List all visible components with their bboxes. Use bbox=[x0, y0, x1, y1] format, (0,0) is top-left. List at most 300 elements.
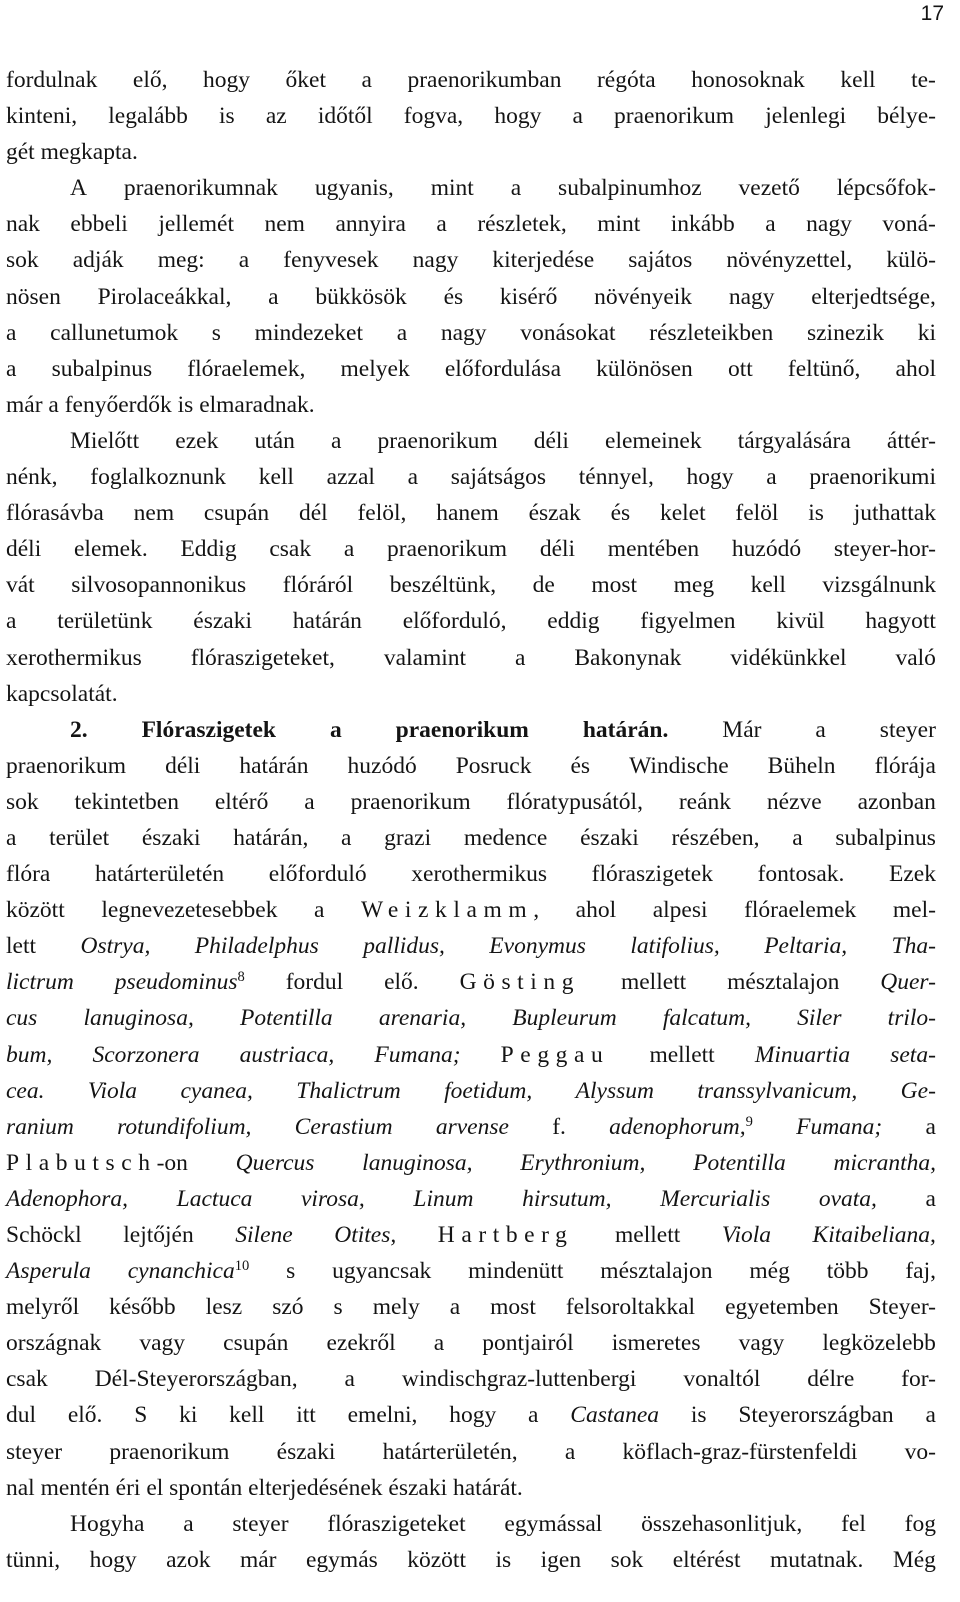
text-run: mésztalajon bbox=[727, 969, 840, 996]
word bbox=[500, 279, 557, 315]
text-run: vonásokat bbox=[520, 319, 616, 346]
text-run: flóráról bbox=[282, 572, 354, 599]
word bbox=[597, 62, 656, 98]
text-run: bum, bbox=[6, 1041, 53, 1068]
text-line bbox=[6, 1470, 936, 1506]
text-run: hogy bbox=[89, 1546, 137, 1573]
text-line bbox=[6, 459, 936, 495]
word bbox=[835, 820, 936, 856]
text-run: vo- bbox=[904, 1438, 936, 1465]
word bbox=[236, 1145, 315, 1181]
text-line bbox=[6, 423, 936, 459]
word bbox=[732, 531, 801, 567]
text-run: Otites, bbox=[334, 1222, 397, 1248]
text-line bbox=[6, 1145, 936, 1181]
text-run: praenorikum bbox=[395, 716, 529, 743]
text-run: mint bbox=[430, 175, 474, 202]
text-line bbox=[6, 784, 936, 820]
word bbox=[880, 712, 936, 748]
word bbox=[48, 387, 58, 423]
text-line bbox=[6, 1361, 936, 1397]
text-run: sok bbox=[6, 247, 39, 274]
text-run: honosoknak bbox=[691, 67, 805, 93]
word bbox=[73, 242, 124, 278]
text-line bbox=[6, 351, 936, 387]
word bbox=[854, 495, 936, 531]
word bbox=[272, 1289, 303, 1325]
text-run: a bbox=[396, 319, 408, 346]
word bbox=[341, 351, 410, 387]
word bbox=[660, 1181, 770, 1217]
text-run: Siler bbox=[797, 1005, 842, 1032]
text-run: Plabutsch bbox=[6, 1149, 157, 1176]
word bbox=[134, 495, 174, 531]
text-run: áttér- bbox=[886, 427, 936, 454]
word bbox=[268, 279, 278, 315]
word bbox=[229, 1397, 264, 1433]
word bbox=[70, 423, 139, 459]
text-run: trilo- bbox=[887, 1005, 936, 1032]
word bbox=[49, 820, 109, 856]
word bbox=[436, 495, 499, 531]
word bbox=[286, 1253, 295, 1289]
text-run: medence bbox=[463, 824, 548, 851]
text-run: előfordulása bbox=[444, 355, 562, 382]
word bbox=[6, 892, 65, 928]
word bbox=[6, 206, 40, 242]
text-run: elterjedésének bbox=[248, 1474, 383, 1501]
text-run: és bbox=[443, 283, 464, 310]
text-run: Asperula bbox=[6, 1258, 91, 1285]
text-run: csak bbox=[269, 536, 312, 563]
text-run: a bbox=[304, 788, 315, 815]
word bbox=[183, 1506, 193, 1542]
word bbox=[142, 712, 276, 748]
word bbox=[70, 170, 87, 206]
word bbox=[534, 423, 569, 459]
text-run: a bbox=[765, 211, 776, 238]
text-line bbox=[6, 98, 936, 134]
word bbox=[6, 1397, 36, 1433]
text-run: a bbox=[238, 247, 250, 274]
word bbox=[6, 784, 39, 820]
text-run: arenaria, bbox=[378, 1005, 467, 1032]
word bbox=[547, 603, 599, 639]
word bbox=[576, 892, 616, 928]
text-run: a bbox=[329, 716, 342, 743]
word bbox=[235, 1217, 292, 1253]
text-run: csupán bbox=[223, 1330, 289, 1357]
word bbox=[83, 1000, 193, 1036]
word bbox=[71, 567, 246, 603]
word bbox=[344, 531, 354, 567]
text-run: is bbox=[177, 391, 194, 418]
word bbox=[6, 351, 16, 387]
word bbox=[180, 531, 236, 567]
word bbox=[383, 1434, 518, 1470]
word bbox=[600, 1253, 712, 1289]
text-run: Minuartia bbox=[754, 1041, 851, 1068]
word bbox=[807, 1361, 854, 1397]
text-run: Gösting bbox=[459, 969, 581, 996]
word bbox=[691, 62, 805, 98]
word bbox=[926, 1181, 936, 1217]
text-run: Viola bbox=[721, 1222, 771, 1248]
word bbox=[41, 134, 138, 170]
page-number: 17 bbox=[920, 2, 944, 25]
word bbox=[576, 1073, 654, 1109]
text-run: mindezeket bbox=[254, 319, 363, 346]
word bbox=[215, 784, 269, 820]
word bbox=[880, 964, 936, 1000]
word bbox=[6, 495, 104, 531]
word bbox=[597, 206, 640, 242]
text-run: később bbox=[109, 1294, 176, 1321]
text-run: praenorikum bbox=[109, 1438, 230, 1465]
word bbox=[397, 315, 407, 351]
word bbox=[450, 1289, 460, 1325]
word bbox=[592, 856, 713, 892]
text-run: xerothermikus bbox=[411, 861, 548, 888]
text-run: emelni, bbox=[347, 1402, 418, 1429]
text-run: felsoroltakkal bbox=[565, 1294, 696, 1321]
text-run: a bbox=[436, 211, 447, 238]
word bbox=[520, 1145, 645, 1181]
word bbox=[770, 1542, 863, 1578]
text-run: s bbox=[211, 319, 221, 346]
text-run: Erythronium, bbox=[520, 1149, 646, 1176]
word bbox=[6, 279, 61, 315]
word bbox=[115, 964, 245, 1000]
word bbox=[758, 856, 845, 892]
word bbox=[6, 134, 35, 170]
text-run: Posruck bbox=[455, 752, 532, 779]
word bbox=[886, 242, 936, 278]
word bbox=[691, 1397, 707, 1433]
text-run: azonban bbox=[857, 788, 936, 815]
text-run: bükkösök bbox=[315, 283, 407, 310]
word bbox=[133, 62, 168, 98]
word bbox=[911, 62, 936, 98]
text-run: mentében bbox=[607, 536, 700, 563]
text-run: határterületén bbox=[94, 861, 225, 888]
word bbox=[892, 928, 936, 964]
text-run: foetidum, bbox=[444, 1077, 533, 1104]
word bbox=[166, 1542, 210, 1578]
text-line bbox=[6, 820, 936, 856]
word bbox=[177, 1181, 253, 1217]
word bbox=[206, 1289, 243, 1325]
word bbox=[765, 206, 775, 242]
word bbox=[504, 1506, 602, 1542]
word bbox=[768, 748, 836, 784]
word bbox=[749, 1253, 789, 1289]
text-run: Linum bbox=[413, 1185, 474, 1212]
word bbox=[788, 351, 860, 387]
text-line bbox=[6, 603, 936, 639]
text-run: több bbox=[826, 1258, 869, 1285]
text-run: időtől bbox=[317, 103, 373, 130]
text-run: Potentilla bbox=[239, 1005, 333, 1032]
word bbox=[203, 62, 250, 98]
text-run: micrantha, bbox=[833, 1149, 936, 1176]
word bbox=[90, 459, 226, 495]
word bbox=[722, 712, 761, 748]
text-run: cynanchica bbox=[127, 1258, 235, 1285]
text-run: Kitaibeliana, bbox=[812, 1222, 936, 1248]
word bbox=[628, 242, 692, 278]
word bbox=[738, 423, 851, 459]
text-run: ahol bbox=[575, 897, 617, 924]
text-run: nal bbox=[6, 1474, 35, 1501]
text-run: praenorikum bbox=[6, 752, 127, 779]
text-line bbox=[6, 1325, 936, 1361]
text-run: Pirolaceákkal, bbox=[97, 283, 232, 310]
word bbox=[75, 784, 179, 820]
text-run: éri bbox=[115, 1474, 141, 1501]
word bbox=[74, 531, 148, 567]
word bbox=[408, 459, 418, 495]
text-run: ugyanis, bbox=[314, 175, 394, 202]
text-run: vát bbox=[6, 572, 35, 599]
text-run: területünk bbox=[57, 608, 153, 635]
text-line bbox=[6, 928, 936, 964]
text-run: felöl, bbox=[357, 500, 407, 527]
text-run: részleteikben bbox=[649, 319, 774, 346]
text-run: már bbox=[239, 1546, 277, 1573]
text-run: a bbox=[344, 1366, 355, 1393]
word bbox=[283, 242, 378, 278]
text-run: flóraszigeteket bbox=[327, 1510, 466, 1537]
text-run: juthattak bbox=[853, 500, 936, 527]
word bbox=[6, 1181, 128, 1217]
word bbox=[384, 640, 466, 676]
text-run: sok bbox=[610, 1546, 644, 1573]
word bbox=[301, 1181, 365, 1217]
text-run: növényeik bbox=[594, 283, 693, 310]
word bbox=[6, 1109, 74, 1145]
text-run: elmaradnak. bbox=[199, 391, 315, 418]
word bbox=[373, 1289, 420, 1325]
word bbox=[751, 567, 786, 603]
word bbox=[811, 279, 936, 315]
word bbox=[142, 820, 201, 856]
word bbox=[6, 62, 97, 98]
word bbox=[809, 459, 936, 495]
word bbox=[178, 387, 194, 423]
word bbox=[341, 820, 351, 856]
word bbox=[6, 1253, 91, 1289]
text-run: Windische bbox=[629, 752, 729, 779]
word bbox=[449, 1397, 496, 1433]
word bbox=[468, 1253, 563, 1289]
word bbox=[623, 1434, 858, 1470]
text-run: a bbox=[925, 1185, 936, 1212]
text-run: ugyancsak bbox=[332, 1258, 432, 1285]
text-run: lanuginosa, bbox=[362, 1149, 473, 1176]
text-run: mellett bbox=[620, 969, 687, 996]
word bbox=[877, 98, 936, 134]
text-run: Hartberg bbox=[437, 1222, 574, 1248]
word bbox=[296, 1397, 316, 1433]
text-run: Hogyha bbox=[70, 1510, 145, 1537]
text-line bbox=[6, 1217, 936, 1253]
word bbox=[819, 1181, 877, 1217]
word bbox=[332, 1253, 431, 1289]
word bbox=[327, 459, 375, 495]
word bbox=[511, 170, 521, 206]
text-run: is bbox=[495, 1546, 512, 1573]
text-run: Steyerországban bbox=[738, 1402, 894, 1429]
word bbox=[411, 856, 547, 892]
word bbox=[834, 1145, 936, 1181]
text-run: a bbox=[528, 1402, 539, 1429]
word bbox=[108, 98, 188, 134]
word bbox=[858, 784, 936, 820]
word bbox=[254, 423, 294, 459]
word bbox=[191, 640, 335, 676]
text-line bbox=[6, 206, 936, 242]
word bbox=[6, 1000, 37, 1036]
text-run: rotundifolium, bbox=[117, 1113, 252, 1140]
word bbox=[259, 459, 294, 495]
text-run: szinezik bbox=[806, 319, 884, 346]
word bbox=[404, 98, 463, 134]
word bbox=[52, 351, 153, 387]
text-run: és bbox=[570, 752, 591, 779]
text-run: gét bbox=[6, 139, 35, 166]
text-run: eddig bbox=[547, 608, 600, 635]
text-run: a bbox=[815, 716, 826, 743]
text-run: ovata, bbox=[818, 1185, 877, 1212]
text-run: Silene bbox=[235, 1222, 293, 1248]
text-run: kell bbox=[840, 67, 876, 93]
word bbox=[570, 748, 590, 784]
word bbox=[660, 495, 706, 531]
text-run: nézve bbox=[766, 788, 822, 815]
text-run: ahol bbox=[895, 355, 936, 382]
word bbox=[722, 1217, 771, 1253]
word bbox=[327, 1325, 396, 1361]
text-run: vagy bbox=[139, 1330, 186, 1357]
word bbox=[482, 1325, 573, 1361]
word bbox=[117, 1109, 251, 1145]
text-line bbox=[6, 1109, 936, 1145]
text-run: steyer-hor- bbox=[833, 536, 936, 563]
text-line bbox=[6, 676, 936, 712]
word bbox=[57, 603, 152, 639]
text-run: ki bbox=[179, 1402, 198, 1429]
text-run: vizsgálnunk bbox=[822, 572, 936, 599]
text-run: kiterjedése bbox=[492, 247, 595, 274]
word bbox=[540, 531, 575, 567]
text-run: terület bbox=[49, 824, 110, 851]
text-run: 9 bbox=[745, 1113, 753, 1130]
text-run: sok bbox=[6, 788, 39, 815]
word bbox=[101, 892, 277, 928]
word bbox=[451, 459, 546, 495]
text-run: mely bbox=[372, 1294, 420, 1321]
text-run: nösen bbox=[6, 283, 61, 310]
word bbox=[614, 98, 734, 134]
text-run: seta- bbox=[890, 1041, 936, 1068]
text-run: callunetumok bbox=[50, 319, 179, 346]
word bbox=[579, 459, 654, 495]
word bbox=[240, 1000, 333, 1036]
word bbox=[239, 748, 308, 784]
text-run: fogva, bbox=[403, 103, 464, 130]
text-run: subalpinumhoz bbox=[558, 175, 702, 202]
text-line bbox=[6, 62, 936, 98]
word bbox=[351, 784, 471, 820]
word bbox=[565, 1434, 575, 1470]
text-line bbox=[6, 170, 936, 206]
word bbox=[240, 1037, 335, 1073]
text-run: között bbox=[6, 897, 65, 924]
word bbox=[764, 928, 847, 964]
text-run: ezekről bbox=[326, 1330, 396, 1357]
text-run: cyanea, bbox=[180, 1077, 253, 1104]
text-run: Flóraszigetek bbox=[141, 716, 277, 743]
text-run: Mielőtt bbox=[70, 427, 140, 454]
text-run: alpesi bbox=[652, 897, 708, 924]
text-run: Bupleurum bbox=[512, 1005, 617, 1032]
text-run: Mercurialis bbox=[660, 1185, 771, 1212]
word bbox=[611, 1542, 644, 1578]
word bbox=[315, 279, 406, 315]
text-run: flóraelemek, bbox=[187, 355, 306, 382]
text-run: figyelmen bbox=[640, 608, 736, 635]
word bbox=[729, 279, 775, 315]
text-run: Weizklamm bbox=[361, 897, 534, 924]
text-run: egyetemben bbox=[725, 1294, 839, 1321]
text-run: lejtőjén bbox=[123, 1222, 194, 1248]
text-run: mel- bbox=[892, 897, 936, 924]
text-run: vidékünkkel bbox=[730, 644, 847, 671]
word bbox=[888, 1000, 936, 1036]
word bbox=[901, 1073, 936, 1109]
word bbox=[169, 1470, 242, 1506]
word bbox=[893, 1542, 936, 1578]
word bbox=[286, 62, 326, 98]
text-run: virosa, bbox=[301, 1185, 365, 1212]
text-run: Scorzonera bbox=[92, 1041, 200, 1068]
text-line bbox=[6, 1289, 936, 1325]
word bbox=[495, 1542, 511, 1578]
text-run: ebbeli bbox=[70, 211, 128, 238]
word bbox=[841, 1506, 866, 1542]
text-run: Büheln bbox=[767, 752, 836, 779]
text-run: őket bbox=[285, 67, 326, 93]
word bbox=[895, 640, 935, 676]
word bbox=[926, 1109, 936, 1145]
text-run: -on bbox=[156, 1149, 188, 1176]
word bbox=[266, 98, 287, 134]
word bbox=[687, 459, 734, 495]
text-run: északi bbox=[193, 608, 252, 635]
text-run: nem bbox=[133, 500, 175, 527]
word bbox=[507, 784, 643, 820]
text-run: a bbox=[925, 1402, 936, 1429]
text-run: Lactuca bbox=[176, 1185, 253, 1212]
word bbox=[456, 748, 532, 784]
text-run: tárgyalására bbox=[737, 427, 851, 454]
text-run: austriaca, bbox=[239, 1041, 335, 1068]
text-run: a bbox=[515, 644, 526, 671]
text-run: Potentilla bbox=[693, 1149, 786, 1176]
text-line bbox=[6, 964, 936, 1000]
word bbox=[286, 964, 343, 1000]
